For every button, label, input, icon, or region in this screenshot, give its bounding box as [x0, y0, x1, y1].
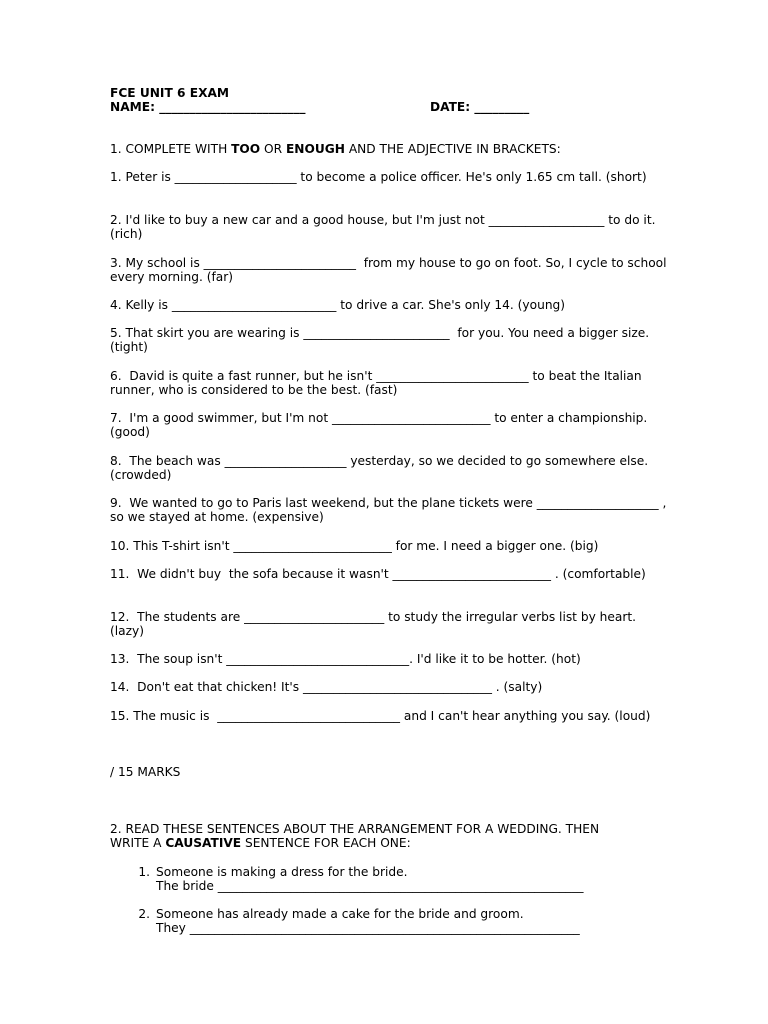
- question-4: 4. Kelly is ___________________________ to drive a car. She's only 14. (young): [110, 298, 566, 312]
- date-field-label: DATE: _________: [430, 100, 530, 114]
- question-12: 12. The students are _______________________ to study the irregular verbs list by heart. (lazy): [110, 610, 640, 638]
- question-7: 7. I'm a good swimmer, but I'm not __________________________ to enter a championship. (good): [110, 411, 652, 439]
- section2-heading-line1: 2. READ THESE SENTENCES ABOUT THE ARRANGEMENT FOR A WEDDING. THEN: [110, 822, 600, 836]
- heading-text: AND THE ADJECTIVE IN BRACKETS:: [344, 142, 561, 156]
- question-11: 11. We didn't buy the sofa because it wasn't __________________________ . (comfortable): [110, 567, 646, 581]
- section2-item-answer-line: The bride ____________________________________________________________: [156, 879, 584, 893]
- question-13: 13. The soup isn't ______________________________. I'd like it to be hotter. (hot): [110, 652, 581, 666]
- question-14: 14. Don't eat that chicken! It's _______________________________ . (salty): [110, 680, 543, 694]
- section2-item-number: 1.: [138, 865, 150, 879]
- heading-text: WRITE A: [110, 836, 166, 850]
- section1-marks: / 15 MARKS: [110, 765, 181, 779]
- exam-title: FCE UNIT 6 EXAM: [110, 86, 230, 100]
- section2-item-sentence: Someone has already made a cake for the bride and groom.: [156, 907, 524, 921]
- heading-causative: CAUSATIVE: [165, 836, 242, 850]
- heading-too: TOO: [231, 142, 261, 156]
- heading-text: SENTENCE FOR EACH ONE:: [241, 836, 411, 850]
- section2-item-number: 2.: [138, 907, 150, 921]
- section2-item-sentence: Someone is making a dress for the bride.: [156, 865, 408, 879]
- question-1: 1. Peter is ____________________ to become a police officer. He's only 1.65 cm tall. (short): [110, 170, 647, 184]
- heading-enough: ENOUGH: [285, 142, 345, 156]
- section2-item-answer-line: They ________________________________________________________________: [156, 921, 580, 935]
- heading-text: OR: [260, 142, 286, 156]
- section2-heading-line2: [110, 836, 710, 850]
- question-2: 2. I'd like to buy a new car and a good house, but I'm just not ___________________ to do it. (rich): [110, 213, 660, 241]
- question-15: 15. The music is ______________________________ and I can't hear anything you say. (loud): [110, 709, 651, 723]
- question-6: 6. David is quite a fast runner, but he isn't _________________________ to beat the Italian runner, who is considered to be the best. (fast): [110, 369, 646, 397]
- heading-text: 1. COMPLETE WITH: [110, 142, 232, 156]
- section1-heading: [110, 142, 670, 156]
- question-5: 5. That skirt you are wearing is ________________________ for you. You need a bigger size. (tight): [110, 326, 654, 354]
- question-10: 10. This T-shirt isn't __________________________ for me. I need a bigger one. (big): [110, 539, 599, 553]
- name-field-label: NAME: ________________________: [110, 100, 306, 114]
- question-9: 9. We wanted to go to Paris last weekend, but the plane tickets were ____________________ , so we stayed at home. (expensive): [110, 496, 671, 524]
- question-8: 8. The beach was ____________________ yesterday, so we decided to go somewhere else. (crowded): [110, 454, 652, 482]
- question-3: 3. My school is _________________________ from my house to go on foot. So, I cycle to school every morning. (far): [110, 256, 671, 284]
